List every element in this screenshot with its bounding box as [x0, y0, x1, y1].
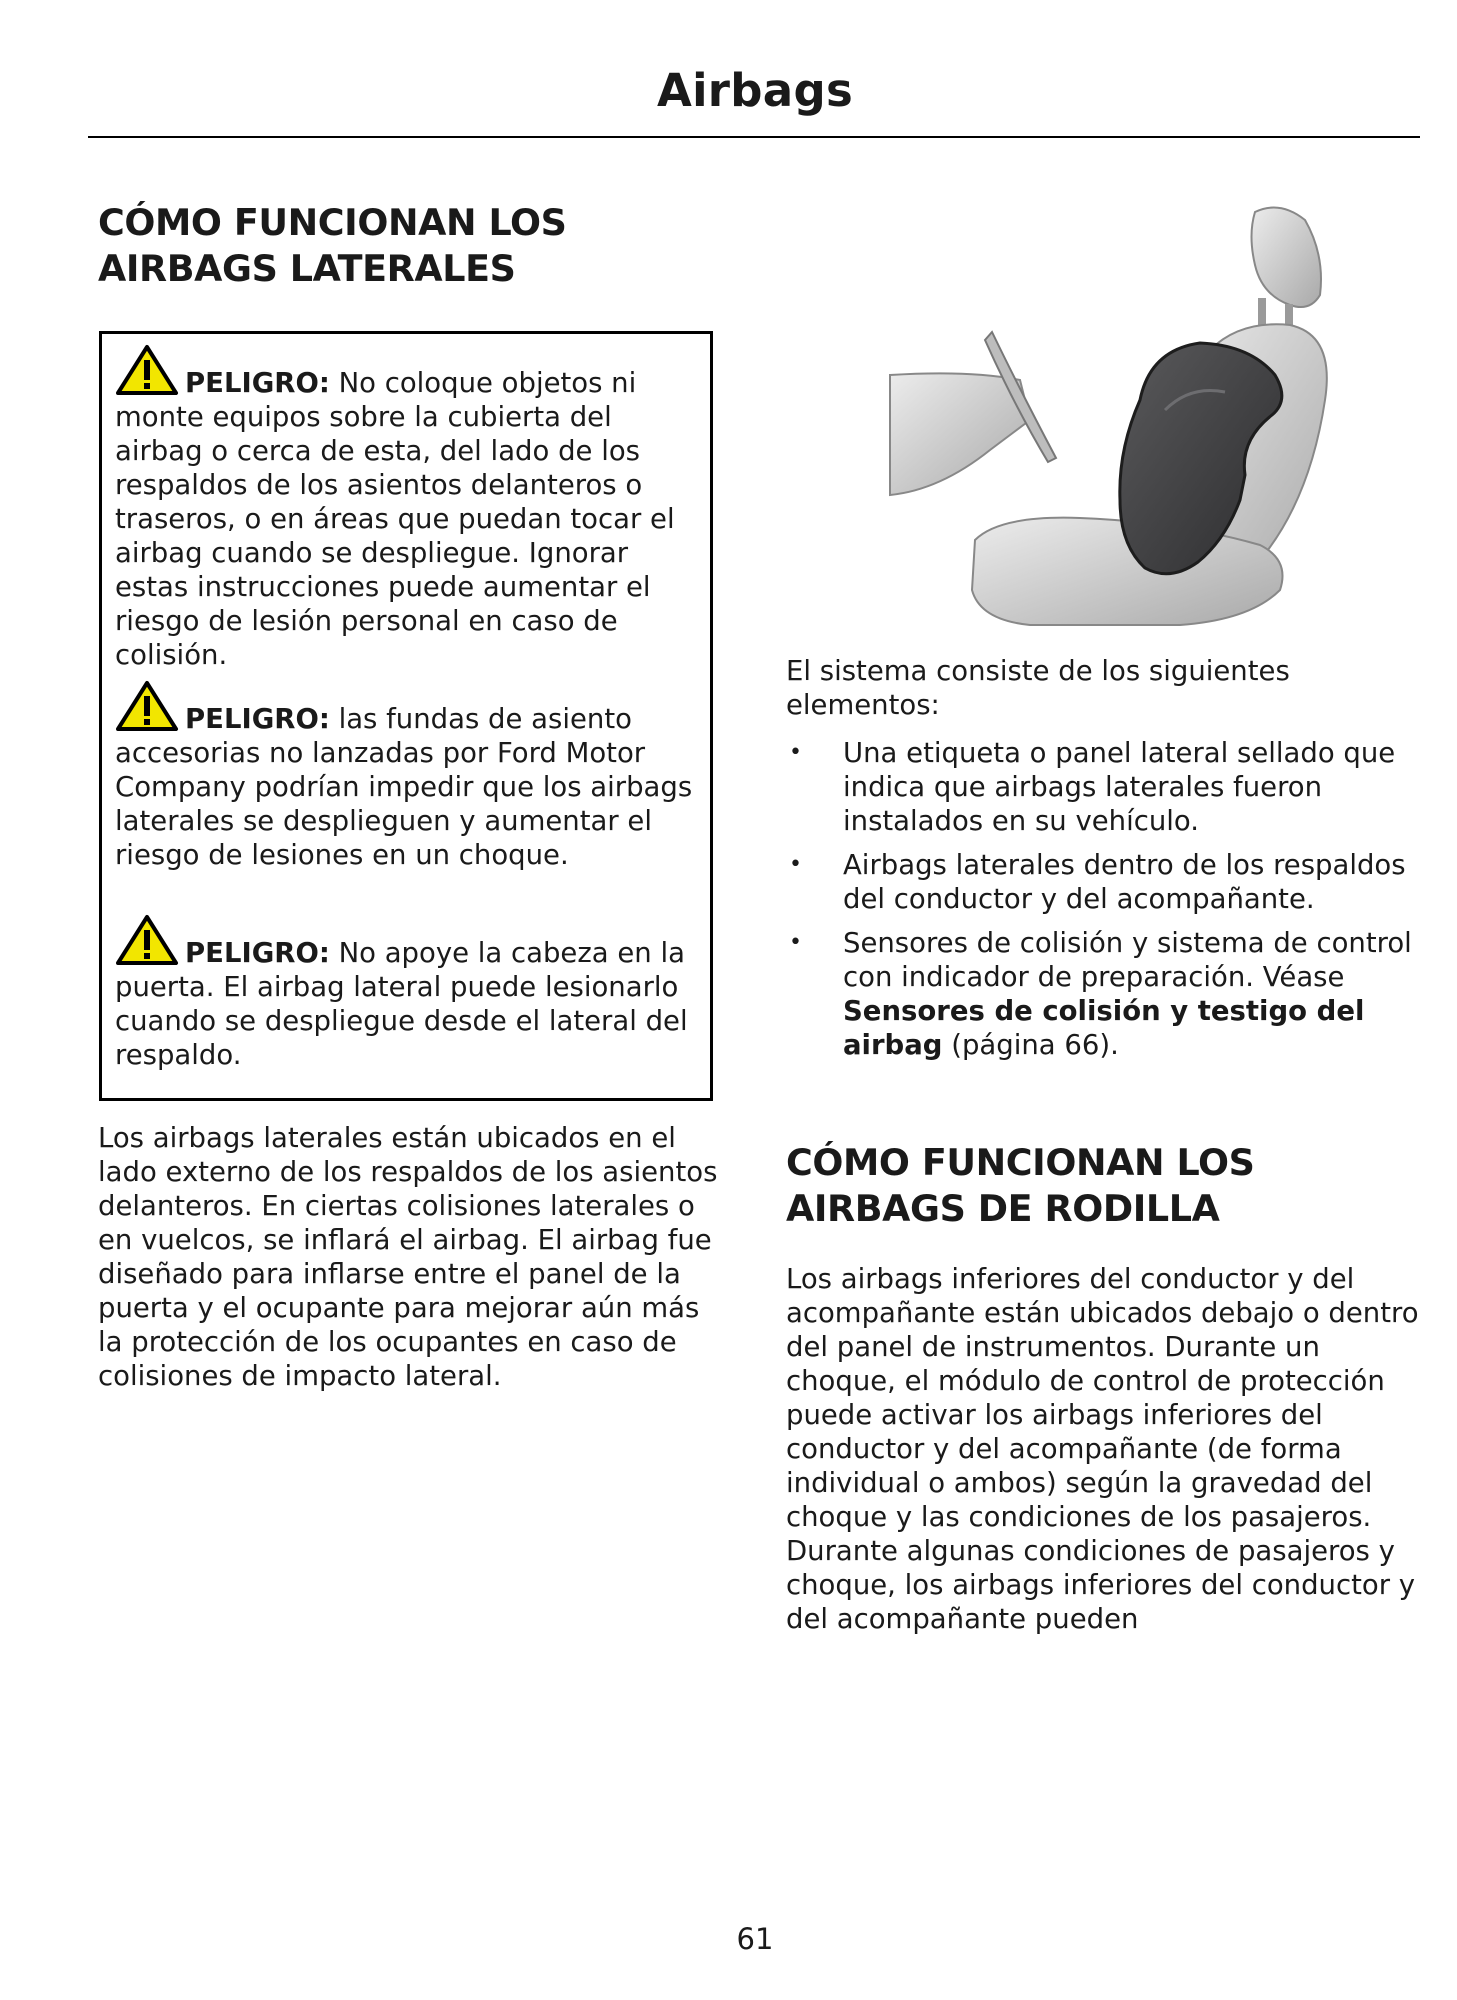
- cross-reference-link[interactable]: Sensores de colisión y testigo del airbag: [843, 995, 1365, 1061]
- warning-item-2: [115, 680, 707, 872]
- list-item-text: Airbags laterales dentro de los respaldos del conductor y del acompañante.: [843, 849, 1406, 915]
- list-item-text: Una etiqueta o panel lateral sellado que indica que airbags laterales fueron instalados en su vehículo.: [843, 737, 1396, 837]
- bullet-icon: •: [789, 852, 802, 877]
- lateral-airbags-description: Los airbags laterales están ubicados en el lado externo de los respaldos de los asientos delanteros. En ciertas colisiones laterales o en vuelcos, se inflará el airbag. El airbag fue diseñado para inflarse entre el panel de la puerta y el ocupante para mejorar aún más la protección de los ocupantes en caso de colisiones de impacto lateral.: [98, 1122, 718, 1392]
- system-intro: El sistema consiste de los siguientes elementos:: [786, 655, 1290, 721]
- system-elements-list: [786, 736, 1426, 1072]
- page-number: 61: [736, 1922, 774, 1956]
- heading-line-1: CÓMO FUNCIONAN LOS: [98, 201, 567, 244]
- warning-triangle-icon: [115, 914, 179, 966]
- list-item-suffix: (página 66).: [942, 1029, 1119, 1061]
- title-rule: [88, 136, 1420, 138]
- warning-item-3: [115, 914, 707, 1072]
- heading-line-2: AIRBAGS DE RODILLA: [786, 1187, 1220, 1230]
- heading-line-1: CÓMO FUNCIONAN LOS: [786, 1141, 1255, 1184]
- warning-text: No coloque objetos ni monte equipos sobre la cubierta del airbag o cerca de esta, del lado de los respaldos de los asientos delanteros o traseros, o en áreas que puedan tocar el airbag cuando se despliegue. Ignorar estas instrucciones puede aumentar el riesgo de lesión personal en caso de colisión.: [115, 367, 675, 671]
- knee-airbags-description: Los airbags inferiores del conductor y del acompañante están ubicados debajo o dentro del panel de instrumentos. Durante un choque, el módulo de control de protección puede activar los airbags inferiores del conductor y del acompañante (de forma individual o ambos) según la gravedad del choque y las condiciones de los pasajeros. Durante algunas condiciones de pasajeros y choque, los airbags inferiores del conductor y del acompañante pueden: [786, 1263, 1419, 1635]
- warning-box: [99, 331, 713, 1101]
- section-heading-lateral: [98, 200, 718, 292]
- warning-item-1: [115, 344, 707, 672]
- warning-label: PELIGRO:: [185, 367, 330, 399]
- warning-text: No apoye la cabeza en la puerta. El airbag lateral puede lesionarlo cuando se despliegue desde el lateral del respaldo.: [115, 937, 688, 1071]
- warning-triangle-icon: [115, 344, 179, 396]
- warning-label: PELIGRO:: [185, 937, 330, 969]
- seat-side-airbag-illustration: [880, 200, 1360, 640]
- heading-line-2: AIRBAGS LATERALES: [98, 247, 516, 290]
- section-heading-knee: [786, 1140, 1446, 1232]
- list-item-text: Sensores de colisión y sistema de control con indicador de preparación. Véase: [843, 927, 1412, 993]
- list-item: [786, 736, 1426, 838]
- list-item: [786, 926, 1426, 1062]
- warning-label: PELIGRO:: [185, 703, 330, 735]
- bullet-icon: •: [789, 740, 802, 765]
- bullet-icon: •: [789, 930, 802, 955]
- warning-text: las fundas de asiento accesorias no lanzadas por Ford Motor Company podrían impedir que los airbags laterales se desplieguen y aumentar el riesgo de lesiones en un choque.: [115, 703, 693, 871]
- list-item: [786, 848, 1426, 916]
- warning-triangle-icon: [115, 680, 179, 732]
- page-title: Airbags: [656, 64, 854, 117]
